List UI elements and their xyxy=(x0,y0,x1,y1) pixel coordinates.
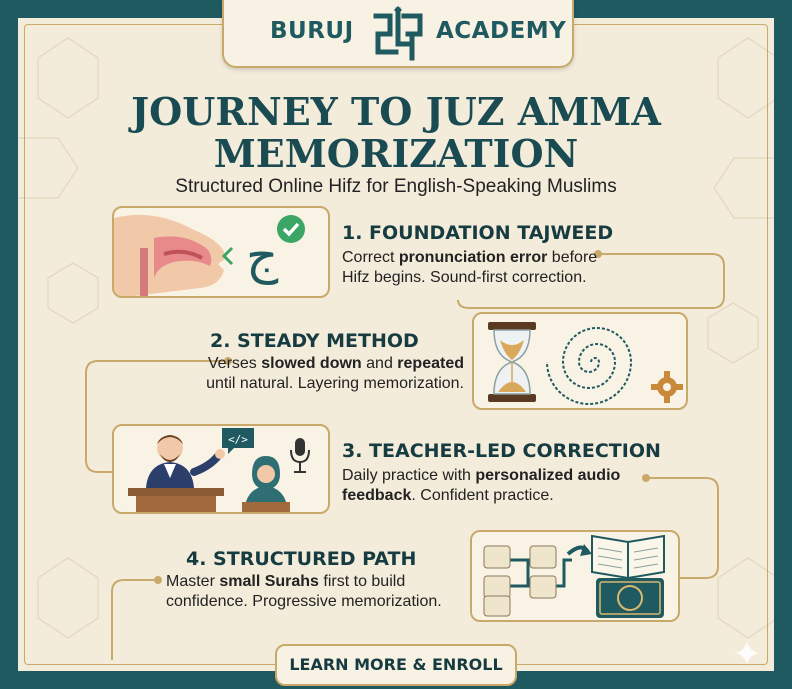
page-title-line2: MEMORIZATION xyxy=(213,131,579,176)
spiral-text-icon xyxy=(540,314,650,410)
step4-desc-part: confidence. Progressive memorization. xyxy=(166,593,442,610)
step1-desc-bold: pronunciation error xyxy=(398,249,548,266)
step1-title: 1. FOUNDATION TAJWEED xyxy=(342,222,614,244)
step3-desc-bold: personalized audio xyxy=(475,467,621,484)
step3-illustration-card xyxy=(112,424,330,514)
hourglass-icon xyxy=(484,320,540,404)
surah-tiles xyxy=(484,546,556,616)
microphone-icon xyxy=(288,436,312,476)
step4-title: 4. STRUCTURED PATH xyxy=(186,548,417,570)
step3-desc-part: Daily practice with xyxy=(342,467,476,484)
step4-description xyxy=(166,572,462,612)
step3-desc-part: . Confident practice. xyxy=(411,487,554,504)
step1-desc-part: Hifz begins. Sound-first correction. xyxy=(342,269,587,286)
learn-more-enroll-button[interactable]: LEARN MORE & ENROLL xyxy=(275,644,517,686)
step1-desc-part: before xyxy=(547,249,598,266)
step3-desc-bold: feedback xyxy=(342,487,412,504)
step3-description xyxy=(342,466,662,506)
step2-desc-bold: slowed down xyxy=(261,355,362,372)
sparkle-icon xyxy=(734,640,760,666)
arabic-letter-jeem: ج xyxy=(246,227,279,285)
step2-illustration-card xyxy=(472,312,688,410)
page-subtitle: Structured Online Hifz for English-Speaking Muslims xyxy=(175,176,617,197)
step4-illustration-card xyxy=(470,530,680,622)
code-badge: </> xyxy=(228,433,248,446)
step1-desc-part: Correct xyxy=(342,249,399,266)
step2-desc-bold: repeated xyxy=(397,355,464,372)
brand-name-left: BURUJ xyxy=(270,18,354,44)
step4-desc-part: Master xyxy=(166,573,220,590)
step4-desc-part: first to build xyxy=(318,573,406,590)
step2-desc-part: and xyxy=(361,355,398,372)
book-icon xyxy=(582,532,680,622)
student-icon xyxy=(238,448,294,512)
check-icon xyxy=(274,212,308,246)
step2-description xyxy=(184,354,464,394)
page-title-line1: JOURNEY TO JUZ AMMA xyxy=(131,89,661,134)
step4-desc-bold: small Surahs xyxy=(219,573,319,590)
gear-icon xyxy=(650,370,684,404)
step2-desc-part: Verses xyxy=(207,355,262,372)
brand-name-right: ACADEMY xyxy=(436,18,567,44)
step1-description xyxy=(342,248,642,288)
quran-icon xyxy=(596,578,664,618)
step1-illustration-card xyxy=(112,206,330,298)
step3-title: 3. TEACHER-LED CORRECTION xyxy=(342,440,661,462)
step2-desc-part: until natural. Layering memorization. xyxy=(206,375,464,392)
step2-title: 2. STEADY METHOD xyxy=(210,330,419,352)
